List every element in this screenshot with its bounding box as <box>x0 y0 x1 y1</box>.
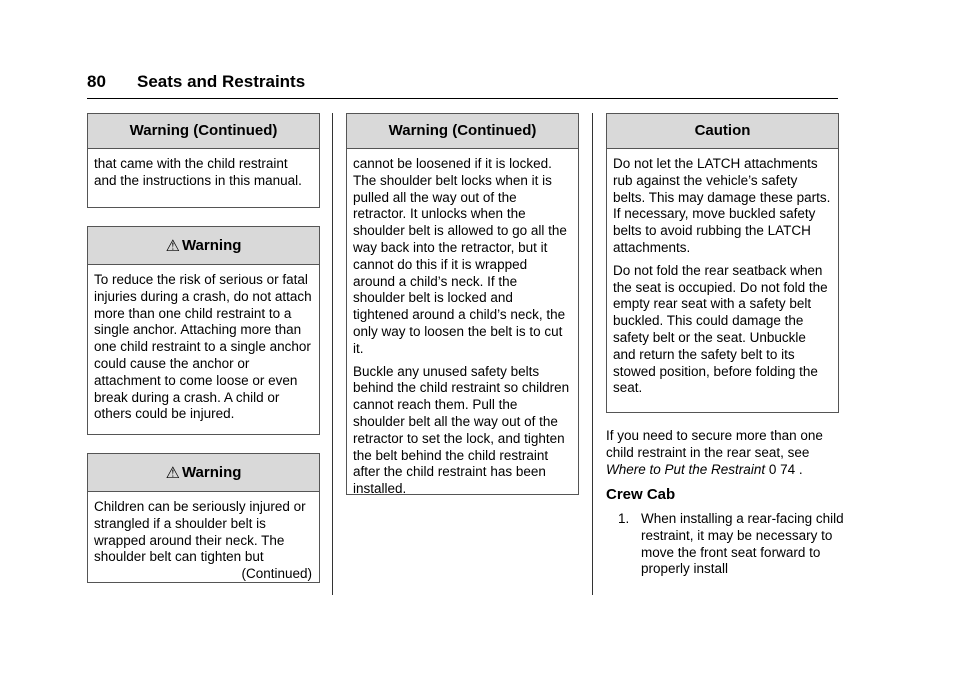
box-text: that came with the child restraint and the instructions in this manual. <box>94 156 302 188</box>
cross-reference-link[interactable]: Where to Put the Restraint <box>606 461 766 477</box>
warning-box <box>87 226 320 435</box>
box-body <box>88 492 319 588</box>
continued-label: (Continued) <box>241 566 312 582</box>
page-reference: 0 74 . <box>768 461 803 477</box>
box-title-row <box>88 454 319 492</box>
paragraph-text: If you need to secure more than one child restraint in the rear seat, see <box>606 428 823 460</box>
box-title: Caution <box>607 114 838 149</box>
page-header <box>87 70 838 99</box>
box-body <box>88 265 319 430</box>
column-divider-1 <box>332 113 333 595</box>
box-text: Children can be seriously injured or strangled if a shoulder belt is wrapped around their neck. The shoulder belt can tighten but <box>94 499 306 565</box>
list-number: 1. <box>618 511 630 526</box>
box-body <box>607 149 838 404</box>
list-item <box>618 511 854 581</box>
column-divider-2 <box>592 113 593 595</box>
box-text: cannot be loosened if it is locked. The shoulder belt locks when it is pulled all the way out of the retractor. It unlocks when the shoulder belt is allowed to go all the way back into the retractor, but it cannot do this if it is wrapped around a child’s neck. If the shoulder belt is locked and tightened around a child’s neck, the only way to loosen the belt is to cut it. <box>353 156 567 356</box>
subheading: Crew Cab <box>606 486 676 503</box>
list-text: When installing a rear-facing child restraint, it may be necessary to move the front seat forward to properly install <box>641 511 844 577</box>
box-title: Warning (Continued) <box>347 114 578 149</box>
box-text: To reduce the risk of serious or fatal injuries during a crash, do not attach more than one child restraint to a single anchor. Attaching more than one child restraint to a single anchor could cause the anchor or attachment to come loose or even break during a crash. A child or others could be injured. <box>94 272 312 422</box>
caution-box <box>606 113 839 413</box>
box-body <box>88 149 319 197</box>
box-title: Warning <box>181 464 242 481</box>
page-number: 80 <box>87 72 106 91</box>
warning-triangle-icon: ⚠ <box>165 465 180 482</box>
box-text: Do not let the LATCH attachments rub against the vehicle’s safety belts. This may damage these parts. If necessary, move buckled safety belts to avoid rubbing the LATCH attachments. <box>613 156 831 255</box>
warning-continued-box <box>87 113 320 208</box>
box-title: Warning <box>181 237 242 254</box>
body-paragraph <box>606 428 842 478</box>
warning-continued-box <box>346 113 579 495</box>
box-title-row <box>88 227 319 265</box>
warning-triangle-icon: ⚠ <box>165 238 180 255</box>
box-text: Do not fold the rear seatback when the seat is occupied. Do not fold the empty rear seat with a safety belt buckled. This could damage the safety belt or the seat. Unbuckle and return the safety belt to its stowed position, before folding the seat. <box>613 262 828 396</box>
box-body <box>347 149 578 505</box>
section-title: Seats and Restraints <box>137 72 306 91</box>
box-title: Warning (Continued) <box>88 114 319 149</box>
box-text: Buckle any unused safety belts behind the child restraint so children cannot reach them. Pull the shoulder belt all the way out of the retractor to set the lock, and tighten the belt behind the child restraint after the child restraint has been installed. <box>353 363 570 497</box>
warning-box <box>87 453 320 583</box>
